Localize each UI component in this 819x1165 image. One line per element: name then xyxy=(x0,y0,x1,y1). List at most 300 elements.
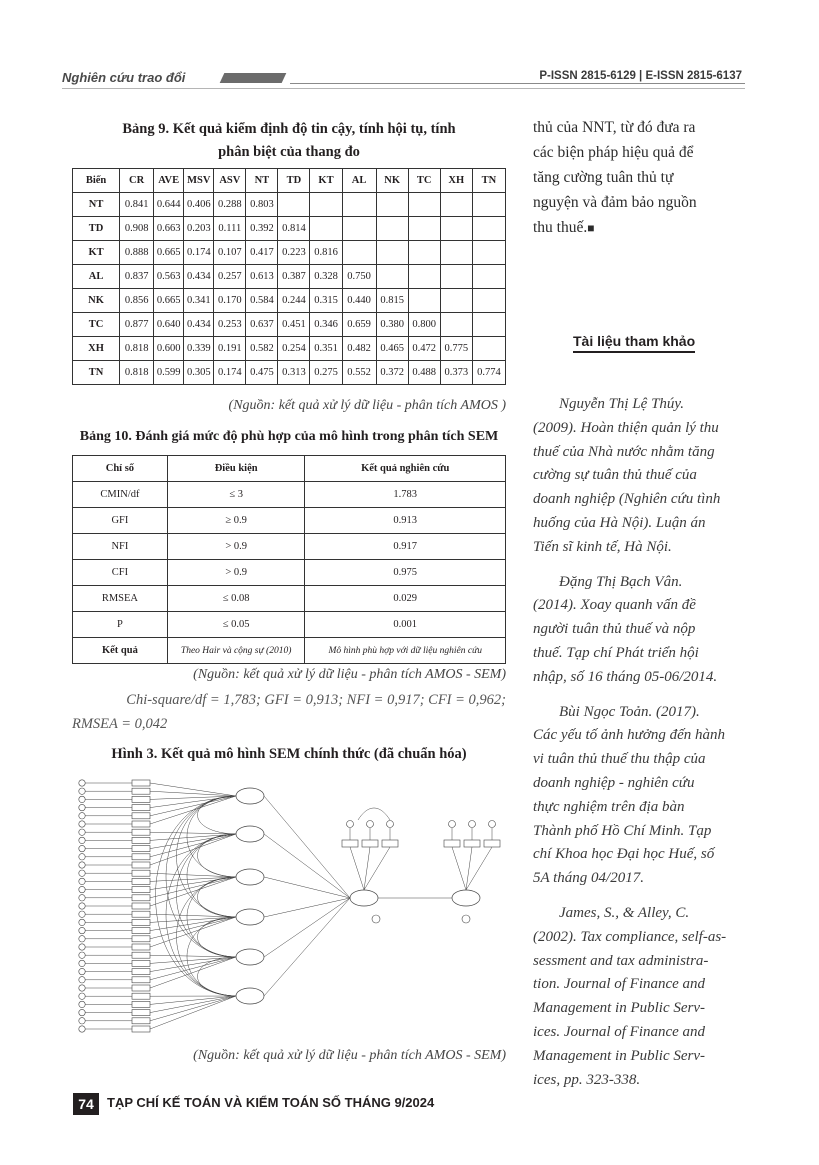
reference-line: Nguyễn Thị Lệ Thúy. xyxy=(559,396,685,412)
indicator-box xyxy=(132,936,150,942)
table-cell: 0.800 xyxy=(408,313,440,337)
error-term-icon xyxy=(79,1018,85,1024)
table-cell xyxy=(408,289,440,313)
table-cell: 0.814 xyxy=(278,217,310,241)
error-term-icon xyxy=(469,821,476,828)
table-cell: 0.315 xyxy=(310,289,342,313)
indicator-box xyxy=(132,854,150,860)
row-header: NT xyxy=(73,193,120,217)
table-cell: 0.406 xyxy=(184,193,214,217)
reliability-table xyxy=(72,168,506,385)
covariance-arc xyxy=(177,877,239,996)
error-term-icon xyxy=(79,886,85,892)
fit-stats-line1: Chi-square/df = 1,783; GFI = 0,913; NFI = 0,917; CFI = 0,962; xyxy=(126,692,506,708)
covariance-arc xyxy=(198,957,239,996)
table-cell: 0.417 xyxy=(246,241,278,265)
table-cell xyxy=(408,265,440,289)
error-term-icon xyxy=(79,854,85,860)
table-cell xyxy=(408,217,440,241)
table9-caption-line2: phân biệt của thang đo xyxy=(218,144,360,160)
table-cell: 1.783 xyxy=(305,482,506,508)
indicator-box xyxy=(132,993,150,999)
structural-path-line xyxy=(264,898,350,996)
table-row xyxy=(73,482,506,508)
table-cell: 0.908 xyxy=(120,217,154,241)
table-cell: 0.818 xyxy=(120,361,154,385)
table-cell xyxy=(376,241,408,265)
indicator-box xyxy=(132,813,150,819)
reference-line: Đặng Thị Bạch Vân. xyxy=(559,573,683,590)
error-term-icon xyxy=(79,1009,85,1015)
table-row xyxy=(73,534,506,560)
covariance-arc xyxy=(198,917,239,957)
error-term-icon xyxy=(79,862,85,868)
reference-line: (2009). Hoàn thiện quản lý thu xyxy=(533,419,719,436)
table-row xyxy=(73,337,506,361)
table-cell: 0.305 xyxy=(184,361,214,385)
table-cell: 0.434 xyxy=(184,313,214,337)
reference-line: doanh nghiệp - nghiên cứu xyxy=(533,774,695,791)
table-cell: 0.563 xyxy=(154,265,184,289)
error-term-icon xyxy=(79,837,85,843)
table-cell: 0.803 xyxy=(246,193,278,217)
table-cell: 0.339 xyxy=(184,337,214,361)
reference-line: Thành phố Hồ Chí Minh. Tạp xyxy=(533,822,712,839)
column-header: NK xyxy=(376,169,408,193)
table9-caption xyxy=(72,118,506,164)
reference-item xyxy=(533,571,741,690)
error-term-icon xyxy=(347,821,354,828)
loading-path-line xyxy=(150,877,236,890)
table-cell xyxy=(472,241,505,265)
paragraph-line xyxy=(533,215,743,241)
indicator-box xyxy=(132,805,150,811)
indicator-box xyxy=(132,1001,150,1007)
paragraph-last-line: thu thuế. xyxy=(533,219,588,236)
latent-factor-ellipse xyxy=(236,949,264,965)
table-cell: 0.841 xyxy=(120,193,154,217)
indicator-box xyxy=(132,1018,150,1024)
loading-path-line xyxy=(150,873,236,877)
error-term-icon xyxy=(79,977,85,983)
table-cell: 0.582 xyxy=(246,337,278,361)
indicator-box xyxy=(132,911,150,917)
table9-caption-line1: Bảng 9. Kết quả kiểm định độ tin cậy, tính hội tụ, tính xyxy=(122,121,456,137)
table-cell xyxy=(472,193,505,217)
table-cell xyxy=(408,241,440,265)
table-cell: 0.475 xyxy=(246,361,278,385)
table-cell: 0.917 xyxy=(305,534,506,560)
loading-path-line xyxy=(350,847,364,890)
table-cell: > 0.9 xyxy=(167,534,305,560)
covariance-arc xyxy=(177,796,239,917)
table-row-summary xyxy=(73,638,506,664)
reference-item xyxy=(533,393,741,560)
error-term-icon xyxy=(79,919,85,925)
error-term-icon xyxy=(79,796,85,802)
column-header: TC xyxy=(408,169,440,193)
paragraph-line: các biện pháp hiệu quả để xyxy=(533,144,694,161)
table-cell: ≤ 3 xyxy=(167,482,305,508)
table-cell xyxy=(440,241,472,265)
column-header: TD xyxy=(278,169,310,193)
indicator-box xyxy=(132,821,150,827)
table-cell xyxy=(472,289,505,313)
error-term-icon xyxy=(79,780,85,786)
error-term-icon xyxy=(79,936,85,942)
reference-line: 5A tháng 04/2017. xyxy=(533,870,644,887)
error-term-icon xyxy=(449,821,456,828)
table-cell: 0.816 xyxy=(310,241,342,265)
table-cell: 0.253 xyxy=(214,313,246,337)
table-cell: 0.203 xyxy=(184,217,214,241)
table-row xyxy=(73,241,506,265)
table-cell: 0.613 xyxy=(246,265,278,289)
table10-header-row xyxy=(73,456,506,482)
indicator-box xyxy=(132,969,150,975)
table-cell: 0.644 xyxy=(154,193,184,217)
error-term-icon xyxy=(79,985,85,991)
indicator-box xyxy=(132,895,150,901)
column-header: CR xyxy=(120,169,154,193)
references-heading-text: Tài liệu tham khảo xyxy=(573,333,696,349)
table-cell: 0.351 xyxy=(310,337,342,361)
reference-line: ices, pp. 323-338. xyxy=(533,1071,641,1088)
table-cell xyxy=(472,217,505,241)
error-term-icon xyxy=(79,952,85,958)
indicator-box xyxy=(132,862,150,868)
header-divider xyxy=(62,88,745,89)
loading-path-line xyxy=(150,996,236,1029)
loading-path-line xyxy=(150,917,236,939)
table-row xyxy=(73,313,506,337)
table-cell: 0.392 xyxy=(246,217,278,241)
indicator-box xyxy=(342,840,358,847)
table-cell xyxy=(440,289,472,313)
table-cell xyxy=(440,217,472,241)
table-cell xyxy=(376,217,408,241)
reference-line: thực nghiệm trên địa bàn xyxy=(533,798,685,815)
column-header: AL xyxy=(342,169,376,193)
table-cell: 0.451 xyxy=(278,313,310,337)
loading-path-line xyxy=(150,877,236,881)
table-cell: Theo Hair và cộng sự (2010) xyxy=(167,638,305,664)
table-row xyxy=(73,193,506,217)
loading-path-line xyxy=(150,783,236,796)
error-term-icon xyxy=(79,895,85,901)
references-heading xyxy=(573,333,695,353)
indicator-box xyxy=(132,788,150,794)
table-cell: 0.257 xyxy=(214,265,246,289)
table-cell: 0.254 xyxy=(278,337,310,361)
covariance-arc xyxy=(187,834,238,917)
column-header: TN xyxy=(472,169,505,193)
error-term-icon xyxy=(79,829,85,835)
table-row xyxy=(73,265,506,289)
disturbance-icon xyxy=(462,915,470,923)
error-term-icon xyxy=(79,1001,85,1007)
error-term-icon xyxy=(79,903,85,909)
table-cell: 0.111 xyxy=(214,217,246,241)
error-term-icon xyxy=(79,960,85,966)
table-cell: 0.107 xyxy=(214,241,246,265)
loading-path-line xyxy=(466,847,492,890)
reference-line: Management in Public Serv- xyxy=(533,1047,706,1064)
loading-path-line xyxy=(150,996,236,1004)
table-cell: ≥ 0.9 xyxy=(167,508,305,534)
table-cell: 0.275 xyxy=(310,361,342,385)
column-header: XH xyxy=(440,169,472,193)
table-cell: 0.665 xyxy=(154,241,184,265)
error-term-icon xyxy=(79,993,85,999)
mediator-ellipse xyxy=(350,890,378,906)
table10-source: (Nguồn: kết quả xử lý dữ liệu - phân tích AMOS - SEM) xyxy=(193,667,506,682)
table-cell: 0.663 xyxy=(154,217,184,241)
table-cell xyxy=(440,265,472,289)
loading-path-line xyxy=(150,834,236,849)
indicator-box xyxy=(132,1010,150,1016)
reference-line: người tuân thủ thuế và nộp xyxy=(533,621,696,638)
reference-line: cường sự tuân thủ thuế của xyxy=(533,467,697,484)
table-cell: 0.244 xyxy=(278,289,310,313)
reference-line: Các yếu tố ảnh hưởng đến hành xyxy=(533,727,725,744)
table-cell: 0.837 xyxy=(120,265,154,289)
table-cell: 0.372 xyxy=(376,361,408,385)
row-header: TN xyxy=(73,361,120,385)
reference-line: vi tuân thủ thuế thu thập của xyxy=(533,751,706,768)
fit-stats-line2: RMSEA = 0,042 xyxy=(72,716,168,732)
table-cell: P xyxy=(73,612,168,638)
table-cell xyxy=(342,193,376,217)
table-cell: 0.170 xyxy=(214,289,246,313)
row-header: KT xyxy=(73,241,120,265)
indicator-box xyxy=(132,837,150,843)
loading-path-line xyxy=(150,996,236,1021)
table-row xyxy=(73,361,506,385)
table-cell xyxy=(472,313,505,337)
table-cell: Kết quả xyxy=(73,638,168,664)
table-cell: 0.913 xyxy=(305,508,506,534)
loading-path-line xyxy=(150,917,236,931)
table-cell: 0.815 xyxy=(376,289,408,313)
table-cell: 0.223 xyxy=(278,241,310,265)
table-cell: 0.440 xyxy=(342,289,376,313)
column-header: ASV xyxy=(214,169,246,193)
reference-item xyxy=(533,902,741,1092)
table-cell: > 0.9 xyxy=(167,560,305,586)
latent-factor-ellipse xyxy=(236,988,264,1004)
table-row xyxy=(73,217,506,241)
table-cell: 0.346 xyxy=(310,313,342,337)
column-header: NT xyxy=(246,169,278,193)
header-accent-bar xyxy=(220,73,287,83)
loading-path-line xyxy=(150,957,236,972)
row-header: TD xyxy=(73,217,120,241)
table-cell: 0.818 xyxy=(120,337,154,361)
loading-path-line xyxy=(452,847,466,890)
error-term-icon xyxy=(79,927,85,933)
table-cell xyxy=(440,313,472,337)
table-cell xyxy=(342,217,376,241)
table-cell: 0.975 xyxy=(305,560,506,586)
figure3-source: (Nguồn: kết quả xử lý dữ liệu - phân tích AMOS - SEM) xyxy=(193,1048,506,1063)
error-term-icon xyxy=(79,1026,85,1032)
indicator-box xyxy=(382,840,398,847)
outcome-ellipse xyxy=(452,890,480,906)
table-row xyxy=(73,586,506,612)
column-header: AVE xyxy=(154,169,184,193)
column-header: Biến xyxy=(73,169,120,193)
error-term-icon xyxy=(79,944,85,950)
table9-header-row xyxy=(73,169,506,193)
column-header: MSV xyxy=(184,169,214,193)
indicator-box xyxy=(132,878,150,884)
table-cell: 0.001 xyxy=(305,612,506,638)
table-cell: CMIN/df xyxy=(73,482,168,508)
indicator-box xyxy=(132,846,150,852)
table-cell xyxy=(278,193,310,217)
table-cell: GFI xyxy=(73,508,168,534)
latent-factor-ellipse xyxy=(236,869,264,885)
table-cell: 0.637 xyxy=(246,313,278,337)
running-header-issn: P-ISSN 2815-6129 | E-ISSN 2815-6137 xyxy=(539,70,742,82)
reference-line: thuế của Nhà nước nhằm tăng xyxy=(533,443,715,460)
table-cell: CFI xyxy=(73,560,168,586)
reference-line: ices. Journal of Finance and xyxy=(533,1023,706,1040)
loading-path-line xyxy=(466,847,472,890)
indicator-box xyxy=(132,903,150,909)
loading-path-line xyxy=(150,791,236,796)
page-number: 74 xyxy=(73,1093,99,1115)
structural-path-line xyxy=(264,898,350,957)
error-term-icon xyxy=(79,813,85,819)
reference-line: James, S., & Alley, C. xyxy=(559,904,690,921)
table-cell: 0.191 xyxy=(214,337,246,361)
table9-source: (Nguồn: kết quả xử lý dữ liệu - phân tích AMOS ) xyxy=(228,398,506,413)
indicator-box xyxy=(132,780,150,786)
table-row xyxy=(73,289,506,313)
table-cell: 0.387 xyxy=(278,265,310,289)
table-cell: 0.482 xyxy=(342,337,376,361)
indicator-box xyxy=(132,952,150,958)
running-header-section: Nghiên cứu trao đổi xyxy=(62,70,186,85)
table-cell: ≤ 0.08 xyxy=(167,586,305,612)
table-cell: NFI xyxy=(73,534,168,560)
structural-path-line xyxy=(264,877,350,898)
table-cell xyxy=(310,193,342,217)
error-term-icon xyxy=(79,878,85,884)
indicator-box xyxy=(132,829,150,835)
row-header: TC xyxy=(73,313,120,337)
table-cell: 0.599 xyxy=(154,361,184,385)
table-cell xyxy=(342,241,376,265)
table-cell: 0.029 xyxy=(305,586,506,612)
error-term-icon xyxy=(79,968,85,974)
table-cell: 0.380 xyxy=(376,313,408,337)
reference-line: Bùi Ngọc Toản. (2017). xyxy=(559,703,700,720)
structural-path-line xyxy=(264,898,350,917)
error-term-icon xyxy=(79,845,85,851)
column-header: Điều kiện xyxy=(167,456,305,482)
table10-caption: Bảng 10. Đánh giá mức độ phù hợp của mô hình trong phân tích SEM xyxy=(79,429,499,444)
reference-line: Tiến sĩ kinh tế, Hà Nội. xyxy=(533,538,672,555)
table-cell xyxy=(376,265,408,289)
row-header: XH xyxy=(73,337,120,361)
paragraph-line: tăng cường tuân thủ tự xyxy=(533,169,674,186)
indicator-box xyxy=(132,985,150,991)
table-cell: 0.373 xyxy=(440,361,472,385)
table-cell: 0.775 xyxy=(440,337,472,361)
indicator-box xyxy=(132,887,150,893)
reference-line: thuế. Tạp chí Phát triển hội xyxy=(533,644,699,661)
table-cell: 0.750 xyxy=(342,265,376,289)
reference-line: tion. Journal of Finance and xyxy=(533,976,706,993)
indicator-box xyxy=(132,960,150,966)
table-cell: 0.465 xyxy=(376,337,408,361)
latent-factor-ellipse xyxy=(236,826,264,842)
structural-path-line xyxy=(264,796,350,898)
reference-line: sessment and tax administra- xyxy=(533,952,709,969)
header-rule xyxy=(290,83,745,84)
paragraph-line: thủ của NNT, từ đó đưa ra xyxy=(533,119,696,136)
error-term-icon xyxy=(79,788,85,794)
latent-factor-ellipse xyxy=(236,909,264,925)
indicator-box xyxy=(132,919,150,925)
conclusion-paragraph xyxy=(533,115,743,241)
indicator-box xyxy=(132,796,150,802)
table-cell: 0.174 xyxy=(184,241,214,265)
table-cell: 0.434 xyxy=(184,265,214,289)
column-header: Kết quả nghiên cứu xyxy=(305,456,506,482)
reference-line: doanh nghiệp (Nghiên cứu tình xyxy=(533,491,721,508)
indicator-box xyxy=(362,840,378,847)
table-cell xyxy=(440,193,472,217)
table-cell: RMSEA xyxy=(73,586,168,612)
error-term-icon xyxy=(367,821,374,828)
table-cell: 0.640 xyxy=(154,313,184,337)
table-row xyxy=(73,612,506,638)
reference-line: huống của Hà Nội). Luận án xyxy=(533,514,706,531)
loading-path-line xyxy=(150,996,236,1013)
covariance-arc xyxy=(358,808,390,820)
table-cell xyxy=(376,193,408,217)
reference-line: Management in Public Serv- xyxy=(533,1000,706,1017)
table-cell: 0.341 xyxy=(184,289,214,313)
table-cell: 0.552 xyxy=(342,361,376,385)
table-row xyxy=(73,560,506,586)
indicator-box xyxy=(132,944,150,950)
table-row xyxy=(73,508,506,534)
indicator-box xyxy=(132,870,150,876)
indicator-box xyxy=(464,840,480,847)
table-cell: 0.659 xyxy=(342,313,376,337)
error-term-icon xyxy=(79,821,85,827)
indicator-box xyxy=(444,840,460,847)
table-cell: 0.313 xyxy=(278,361,310,385)
reference-line: nhập, số 16 tháng 05-06/2014. xyxy=(533,668,718,685)
reference-line: chí Khoa học Đại học Huế, số xyxy=(533,846,715,863)
loading-path-line xyxy=(364,847,390,890)
indicator-box xyxy=(484,840,500,847)
table-cell: 0.488 xyxy=(408,361,440,385)
error-term-icon xyxy=(79,804,85,810)
reference-item xyxy=(533,701,741,891)
table-cell: 0.856 xyxy=(120,289,154,313)
paragraph-line: nguyện và đảm bảo nguồn xyxy=(533,194,697,211)
covariance-arc xyxy=(177,834,239,957)
column-header: Chỉ số xyxy=(73,456,168,482)
table-cell xyxy=(472,265,505,289)
